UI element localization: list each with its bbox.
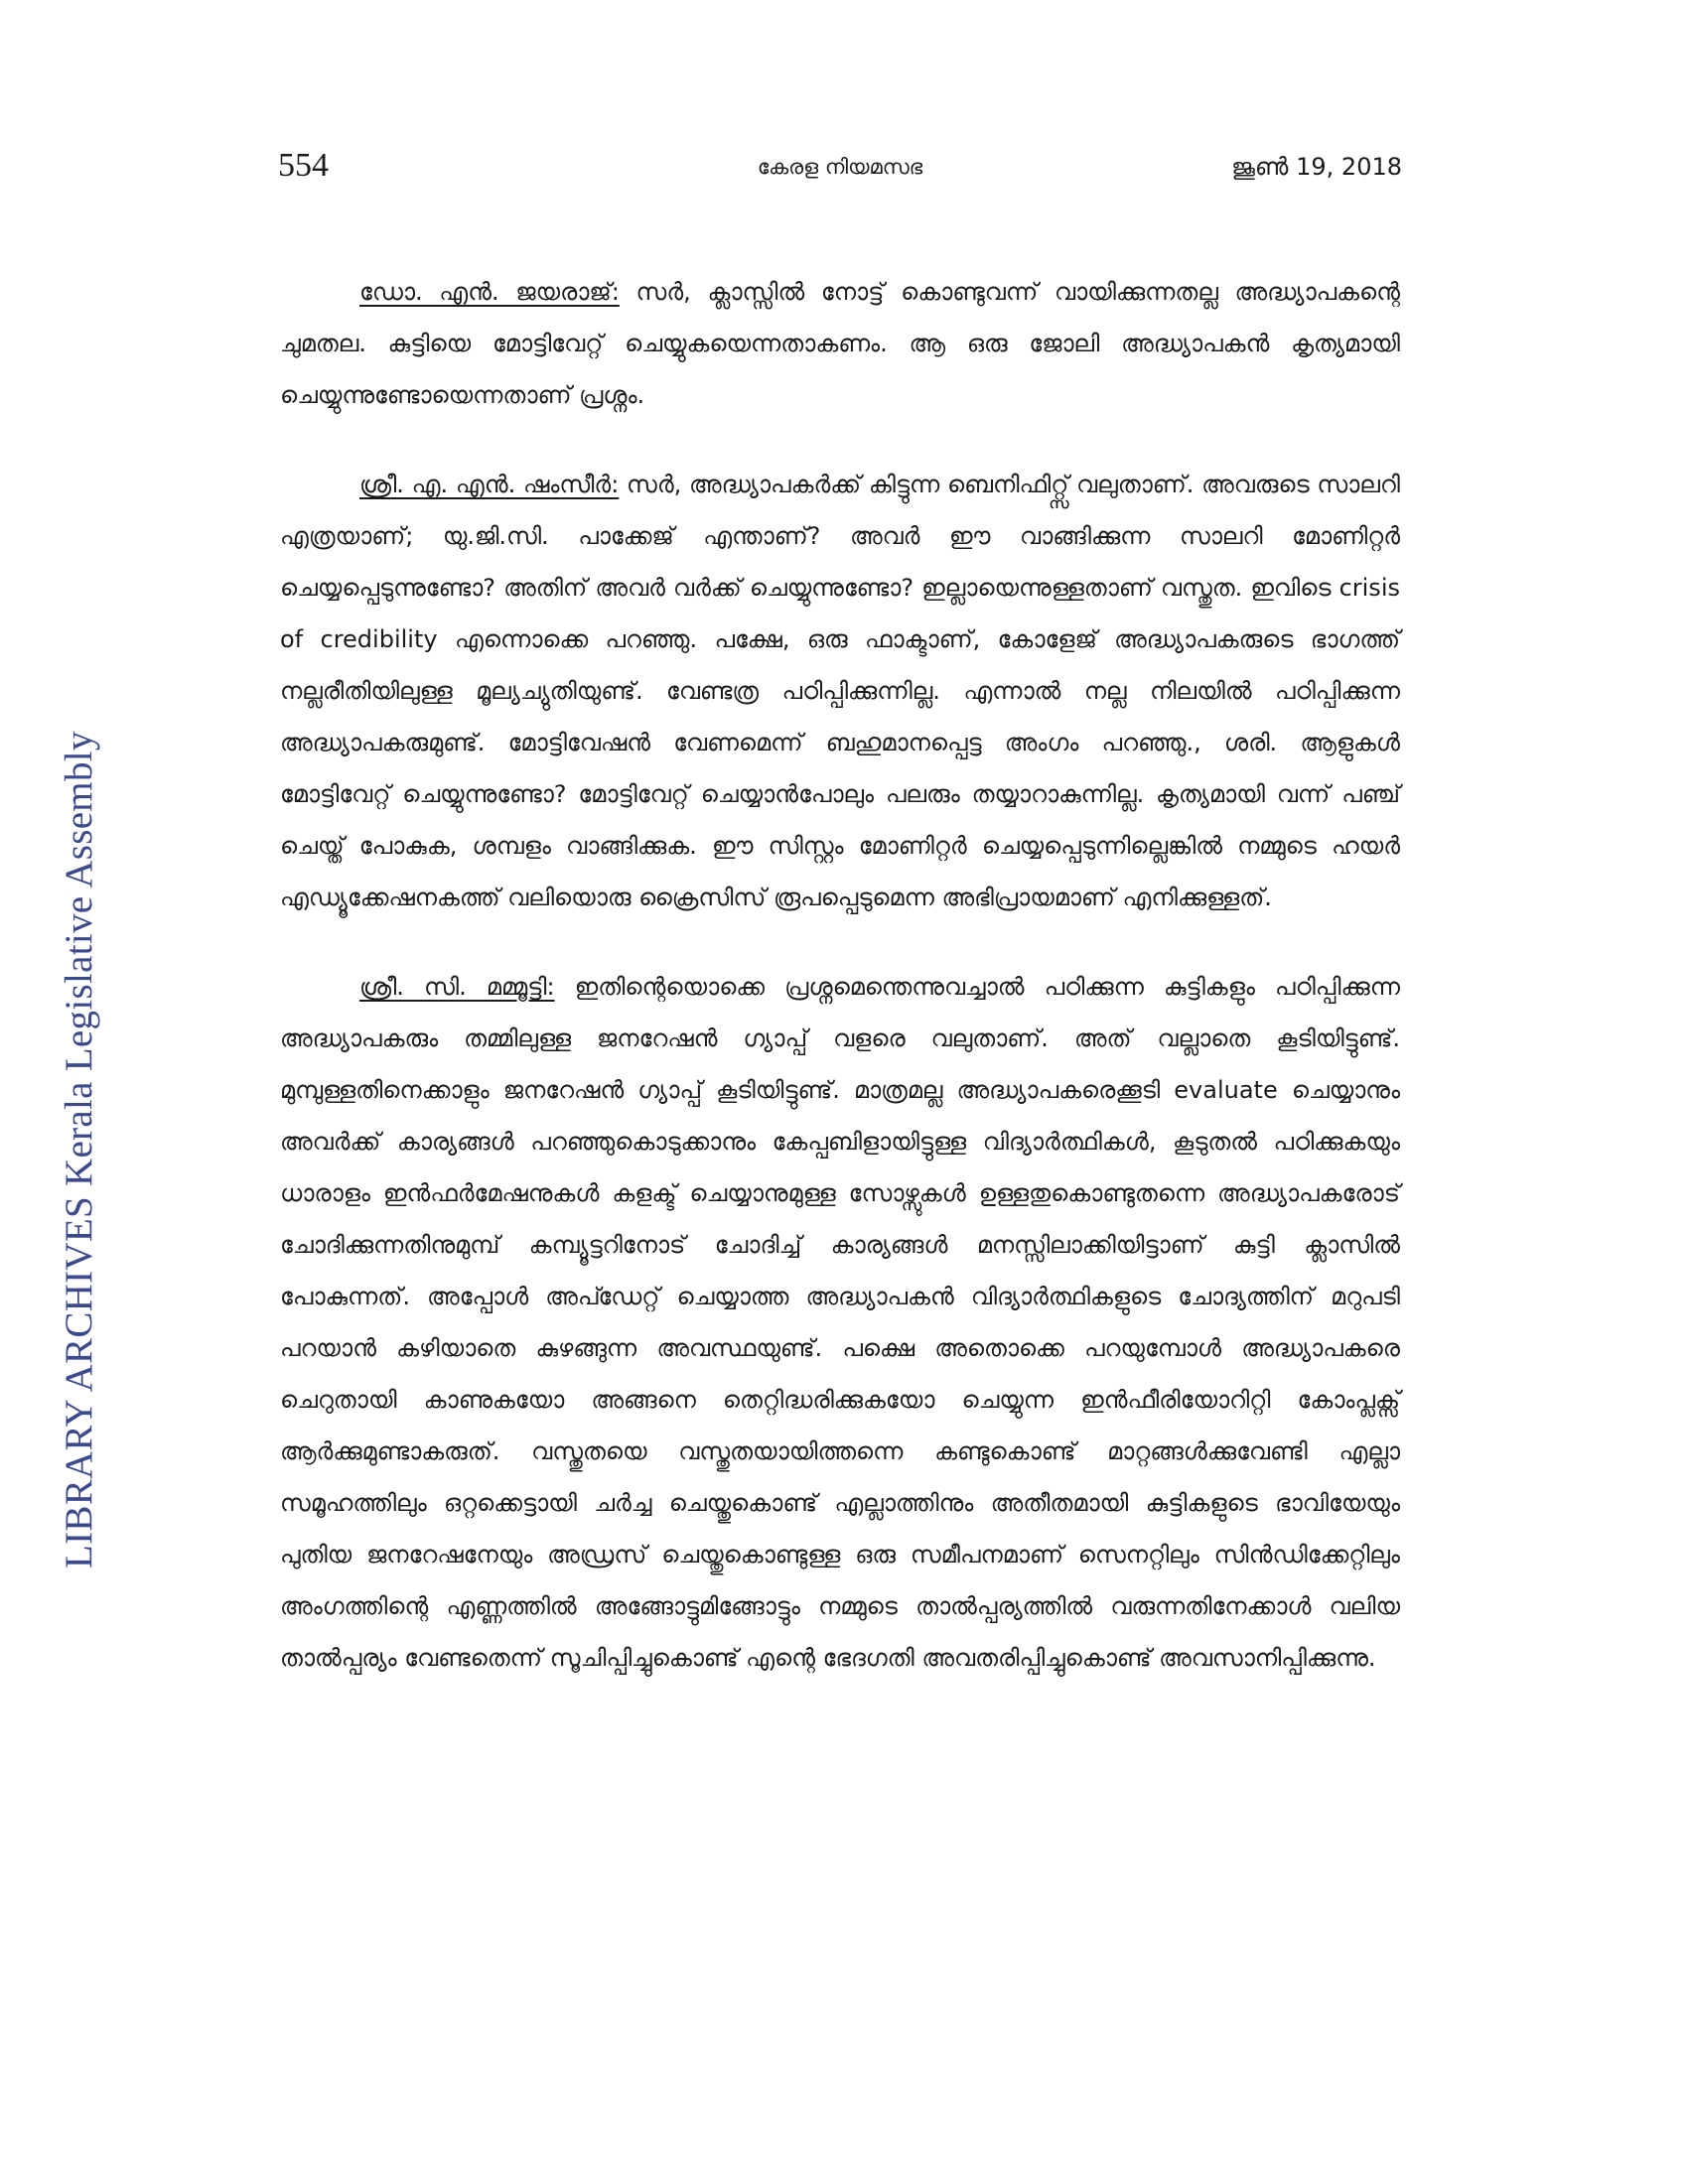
speaker-name: ശ്രീ. എ. എൻ. ഷംസീർ:: [359, 471, 620, 498]
speaker-name: ഡോ. എൻ. ജയരാജ്:: [359, 278, 620, 306]
speech-paragraph: [280, 459, 1400, 923]
archive-watermark: LIBRARY ARCHIVES Kerala Legislative Assembly: [58, 731, 100, 1569]
speech-paragraph: [280, 266, 1400, 421]
header-date: ജൂൺ 19, 2018: [1231, 153, 1402, 181]
page-number: 554: [278, 147, 329, 184]
speech-text: സർ, ക്ലാസ്സിൽ നോട്ട് കൊണ്ടുവന്ന് വായിക്കുന്നതല്ല അദ്ധ്യാപകന്റെ ചുമതല. കുട്ടിയെ മോട്ടിവേറ്റ് ചെയ്യുകയെന്നതാകണം. ആ ഒരു ജോലി അദ്ധ്യാപകൻ കൃത്യമായി ചെയ്യുന്നുണ്ടോയെന്നതാണ് പ്രശ്നം.: [280, 278, 1401, 409]
page-header: [278, 147, 1402, 197]
header-title: കേരള നിയമസഭ: [757, 155, 923, 179]
speech-paragraph: [280, 961, 1400, 1684]
document-body: [280, 266, 1400, 1721]
speech-text: സർ, അദ്ധ്യാപകർക്ക് കിട്ടുന്ന ബെനിഫിറ്റ്സ് വലുതാണ്. അവരുടെ സാലറി എത്രയാണ്; യു.ജി.സി. പാക്കേജ് എന്താണ്? അവർ ഈ വാങ്ങിക്കുന്ന സാലറി മോണിറ്റർ ചെയ്യപ്പെടുന്നുണ്ടോ? അതിന് അവർ വർക്ക് ചെയ്യുന്നുണ്ടോ? ഇല്ലായെന്നുള്ളതാണ് വസ്തുത. ഇവിടെ crisis of credibility എന്നൊക്കെ പറഞ്ഞു. പക്ഷേ, ഒരു ഫാക്ടാണ്, കോളേജ് അദ്ധ്യാപകരുടെ ഭാഗത്ത് നല്ലരീതിയിലുള്ള മൂല്യച്യുതിയുണ്ട്. വേണ്ടത്ര പഠിപ്പിക്കുന്നില്ല. എന്നാൽ നല്ല നിലയിൽ പഠിപ്പിക്കുന്ന അദ്ധ്യാപകരുമുണ്ട്. മോട്ടിവേഷൻ വേണമെന്ന് ബഹുമാനപ്പെട്ട അംഗം പറഞ്ഞു., ശരി. ആളുകൾ മോട്ടിവേറ്റ് ചെയ്യുന്നുണ്ടോ? മോട്ടിവേറ്റ് ചെയ്യാൻപോലും പലരും തയ്യാറാകുന്നില്ല. കൃത്യമായി വന്ന് പഞ്ച് ചെയ്ത് പോകുക, ശമ്പളം വാങ്ങിക്കുക. ഈ സിസ്റ്റം മോണിറ്റർ ചെയ്യപ്പെടുന്നില്ലെങ്കിൽ നമ്മുടെ ഹയർ എഡ്യൂക്കേഷനകത്ത് വലിയൊരു ക്രൈസിസ് രൂപപ്പെടുമെന്ന അഭിപ്രായമാണ് എനിക്കുള്ളത്.: [280, 471, 1400, 911]
speech-text: ഇതിന്റെയൊക്കെ പ്രശ്നമെന്തെന്നുവച്ചാൽ പഠിക്കുന്ന കുട്ടികളും പഠിപ്പിക്കുന്ന അദ്ധ്യാപകരും തമ്മിലുള്ള ജനറേഷൻ ഗ്യാപ്പ് വളരെ വലുതാണ്. അത് വല്ലാതെ കൂടിയിട്ടുണ്ട്. മുമ്പുള്ളതിനെക്കാളും ജനറേഷൻ ഗ്യാപ്പ് കൂടിയിട്ടുണ്ട്. മാത്രമല്ല അദ്ധ്യാപകരെക്കൂടി evaluate ചെയ്യാനും അവർക്ക് കാര്യങ്ങൾ പറഞ്ഞുകൊടുക്കാനും കേപ്പബിളായിട്ടുള്ള വിദ്യാർത്ഥികൾ, കൂടുതൽ പഠിക്കുകയും ധാരാളം ഇൻഫർമേഷനുകൾ കളക്ട് ചെയ്യാനുമുള്ള സോഴ്സുകൾ ഉള്ളതുകൊണ്ടുതന്നെ അദ്ധ്യാപകരോട് ചോദിക്കുന്നതിനുമുമ്പ് കമ്പ്യൂട്ടറിനോട് ചോദിച്ച് കാര്യങ്ങൾ മനസ്സിലാക്കിയിട്ടാണ് കുട്ടി ക്ലാസിൽ പോകുന്നത്. അപ്പോൾ അപ്ഡേറ്റ് ചെയ്യാത്ത അദ്ധ്യാപകൻ വിദ്യാർത്ഥികളുടെ ചോദ്യത്തിന് മറുപടി പറയാൻ കഴിയാതെ കുഴങ്ങുന്ന അവസ്ഥയുണ്ട്. പക്ഷെ അതൊക്കെ പറയുമ്പോൾ അദ്ധ്യാപകരെ ചെറുതായി കാണുകയോ അങ്ങനെ തെറ്റിദ്ധരിക്കുകയോ ചെയ്യുന്ന ഇൻഫീരിയോറിറ്റി കോംപ്ലക്സ് ആർക്കുമുണ്ടാകരുത്. വസ്തുതയെ വസ്തുതയായിത്തന്നെ കണ്ടുകൊണ്ട് മാറ്റങ്ങൾക്കുവേണ്ടി എല്ലാ സമൂഹത്തിലും ഒറ്റക്കെട്ടായി ചർച്ച ചെയ്തുകൊണ്ട് എല്ലാത്തിനും അതീതമായി കുട്ടികളുടെ ഭാവിയേയും പുതിയ ജനറേഷനേയും അഡ്രസ് ചെയ്തുകൊണ്ടുള്ള ഒരു സമീപനമാണ് സെനറ്റിലും സിൻഡിക്കേറ്റിലും അംഗത്തിന്റെ എണ്ണത്തിൽ അങ്ങോട്ടുമിങ്ങോട്ടും നമ്മുടെ താൽപ്പര്യത്തിൽ വരുന്നതിനേക്കാൾ വലിയ താൽപ്പര്യം വേണ്ടതെന്ന് സൂചിപ്പിച്ചുകൊണ്ട് എന്റെ ഭേദഗതി അവതരിപ്പിച്ചുകൊണ്ട് അവസാനിപ്പിക്കുന്നു.: [280, 973, 1400, 1672]
speaker-name: ശ്രീ. സി. മമ്മൂട്ടി:: [359, 973, 555, 1001]
